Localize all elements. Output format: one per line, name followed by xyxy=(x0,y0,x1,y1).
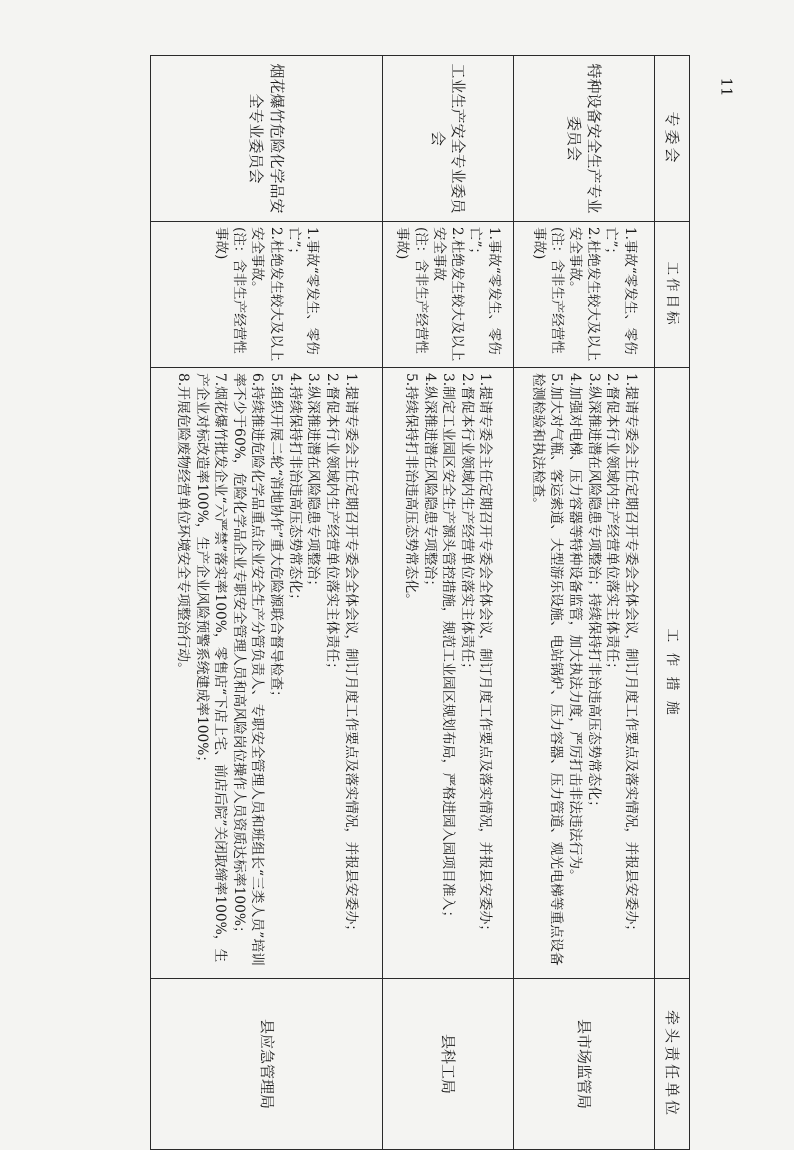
table-row xyxy=(151,56,383,1150)
rotated-table-wrapper xyxy=(150,55,690,1118)
table-row xyxy=(513,56,654,1150)
table-row xyxy=(382,56,513,1150)
goal-item: 1.事故“零发生、零伤亡”； xyxy=(603,227,638,355)
measure-item: 4.加强对电梯、压力容器等特种设备监管，加大执法力度，严厉打击非法违法行为。 xyxy=(566,373,583,883)
measures-cell xyxy=(513,368,654,979)
measure-item: 4.持续保持打非治违高压态势常态化； xyxy=(286,373,303,607)
measure-item: 1.提请专委会主任定期召开专委会全体会议，制订月度工作要点及落实情况，并报县安委办； xyxy=(342,373,359,939)
measure-item: 3.制定工业园区安全生产源头管控措施，规范工业园区规划布局，严格进园入园项目准入； xyxy=(440,373,457,925)
measure-item: 1.提请专委会主任定期召开专委会全体会议，制订月度工作要点及落实情况，并报县安委办； xyxy=(477,373,494,939)
goal-item: (注：含非生产经营性事故) xyxy=(530,227,565,354)
committee-cell: 特种设备安全生产专业委员会 xyxy=(513,56,654,222)
measure-item: 5.组织开展二轮“消地协作”重大危险源联合督导检查； xyxy=(268,373,285,704)
measures-cell xyxy=(151,368,383,979)
measure-item: 2.督促本行业领域内生产经营单位落实主体责任； xyxy=(458,373,475,676)
page-number: 11 xyxy=(717,77,736,97)
measure-item: 3.纵深推进潜在风险隐患专项整治；持续保持打非治违高压态势常态化； xyxy=(585,373,602,814)
goal-item: 1.事故“零发生、零伤亡”； xyxy=(467,227,502,355)
goal-item: 1.事故“零发生、零伤亡”； xyxy=(285,227,321,355)
goals-cell xyxy=(513,222,654,368)
header-measures: 工 作 措 施 xyxy=(655,368,690,979)
committee-cell: 烟花爆竹危险化学品安全专业委员会 xyxy=(151,56,383,222)
measures-cell xyxy=(382,368,513,979)
measure-item: 3.纵深推进潜在风险隐患专项整治； xyxy=(305,373,322,594)
measure-item: 4.纵深推进潜在风险隐患专项整治； xyxy=(421,373,438,594)
measure-item: 8.开展危险废物经营单位环境安全专项整治行动。 xyxy=(174,373,191,676)
goal-item: (注：含非生产经营性事故) xyxy=(394,227,429,354)
goals-cell xyxy=(382,222,513,368)
measure-item: 2.督促本行业领域内生产经营单位落实主体责任； xyxy=(323,373,340,676)
committee-work-table xyxy=(150,55,690,1150)
measure-item: 6.持续推进危险化学品重点企业安全生产分管负责人、专职安全管理人员和班组长“三类人员”培训率不少于60%，危险化学品企业专职安全管理人员和高风险岗位操作人员资质达标率100%； xyxy=(230,373,266,966)
header-goals: 工作目标 xyxy=(655,222,690,368)
measure-item: 7.烟花爆竹批发企业“六严禁”落实率100%，零售店“下店上宅、前店后院”关闭取缔率100%，生产企业对标改造率100%，生产企业风险预警系统建成率100%； xyxy=(193,373,229,963)
goal-item: 2.杜绝发生较大及以上安全事故。 xyxy=(566,227,602,362)
table-header-row xyxy=(655,56,690,1150)
measure-item: 1.提请专委会主任定期召开专委会全体会议，制订月度工作要点及落实情况，并报县安委办； xyxy=(622,373,639,939)
measure-item: 5.加大对气瓶、客运索道、大型游乐设施、电站锅炉、压力容器、压力管道、观光电梯等重点设备检测检验和执法检查。 xyxy=(529,373,565,966)
goal-item: (注：含非生产经营性事故) xyxy=(213,227,248,354)
lead-unit-cell: 县市场监管局 xyxy=(513,979,654,1150)
header-committee: 专委会 xyxy=(655,56,690,222)
lead-unit-cell: 县科工局 xyxy=(382,979,513,1150)
measure-item: 5.持续保持打非治违高压态势常态化。 xyxy=(402,373,419,607)
committee-cell: 工业生产安全专业委员会 xyxy=(382,56,513,222)
measure-item: 2.督促本行业领域内生产经营单位落实主体责任； xyxy=(604,373,621,676)
lead-unit-cell: 县应急管理局 xyxy=(151,979,383,1150)
goal-item: 2.杜绝发生较大及以上安全事故。 xyxy=(249,227,284,362)
goal-item: 2.杜绝发生较大及以上安全事故 xyxy=(430,227,466,362)
goals-cell xyxy=(151,222,383,368)
header-lead-unit: 牵头责任单位 xyxy=(655,979,690,1150)
